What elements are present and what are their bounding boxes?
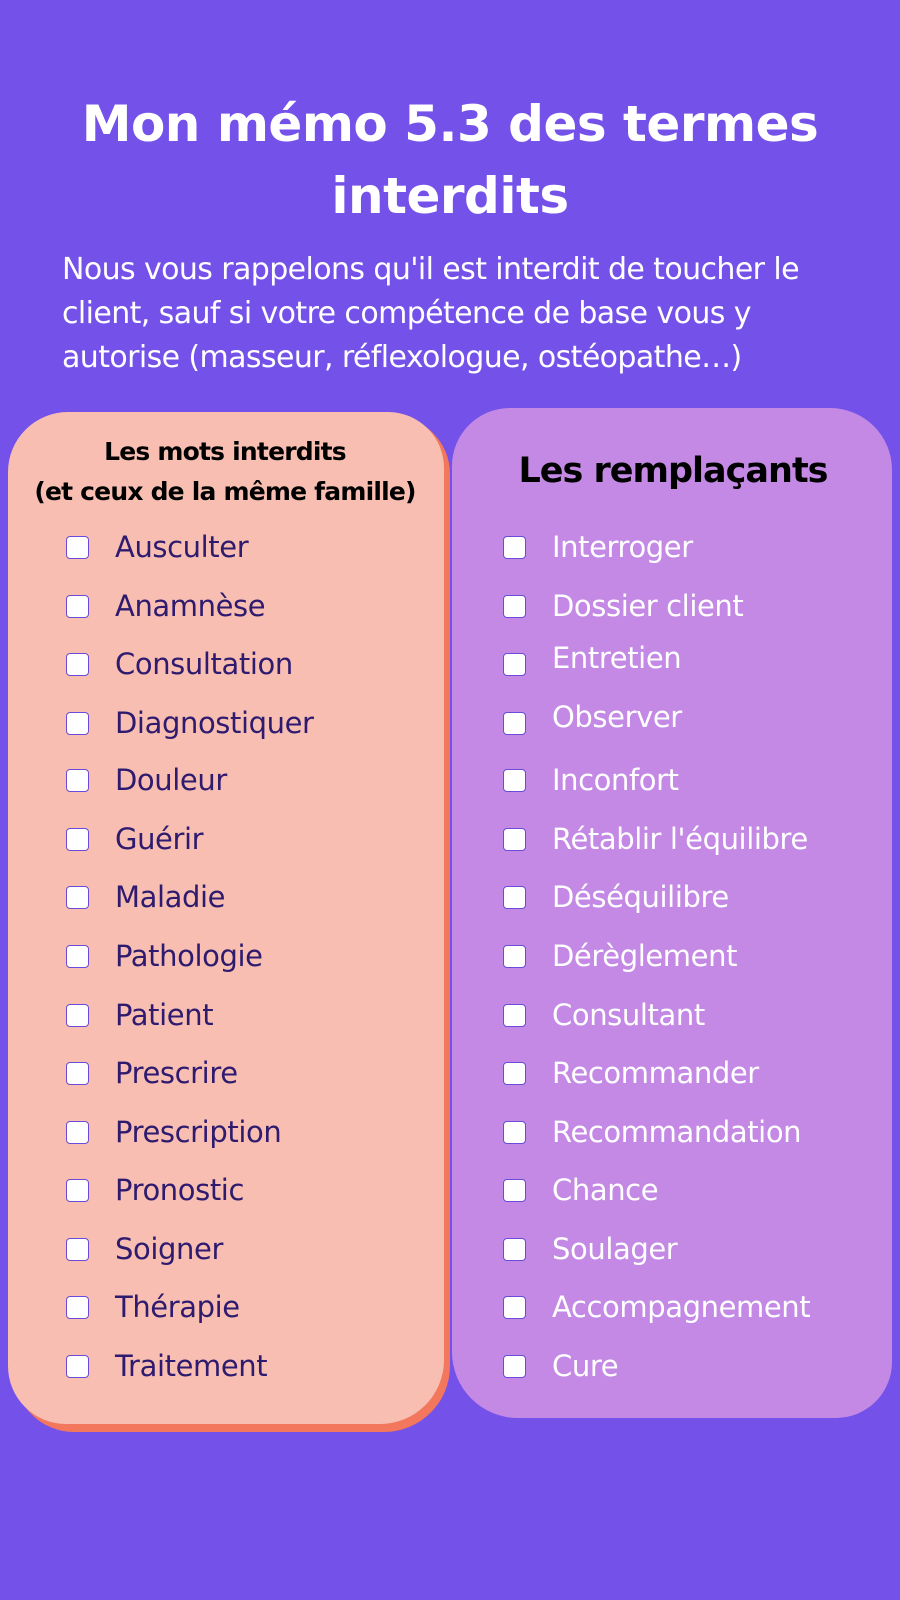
replacement-item <box>503 586 743 626</box>
replacement-item <box>503 641 682 684</box>
checkbox[interactable] <box>66 1238 89 1261</box>
replacement-item-label: Recommander <box>552 1056 759 1090</box>
checkbox[interactable] <box>66 828 89 851</box>
replacement-item-label: Observer <box>552 700 682 734</box>
forbidden-item <box>66 877 225 917</box>
replacement-item-label: Dérèglement <box>552 939 738 973</box>
forbidden-item <box>66 527 248 567</box>
forbidden-item-label: Diagnostiquer <box>115 706 314 740</box>
checkbox[interactable] <box>66 769 89 792</box>
checkbox[interactable] <box>66 945 89 968</box>
checkbox[interactable] <box>503 595 526 618</box>
forbidden-item <box>66 819 203 859</box>
checkbox[interactable] <box>66 712 89 735</box>
forbidden-item-label: Prescrire <box>115 1056 238 1090</box>
forbidden-item-label: Anamnèse <box>115 589 266 623</box>
forbidden-item-label: Douleur <box>115 763 227 797</box>
checkbox[interactable] <box>503 828 526 851</box>
checkbox[interactable] <box>66 1355 89 1378</box>
forbidden-item-label: Ausculter <box>115 530 249 564</box>
checkbox[interactable] <box>66 1004 89 1027</box>
forbidden-heading <box>12 432 438 512</box>
checkbox[interactable] <box>503 536 526 559</box>
checkbox[interactable] <box>66 1121 89 1144</box>
replacements-heading: Les remplaçants <box>518 451 828 491</box>
forbidden-item <box>66 936 263 976</box>
replacement-item-label: Inconfort <box>552 763 679 797</box>
replacement-item <box>503 1053 759 1093</box>
checkbox[interactable] <box>66 536 89 559</box>
replacement-item <box>503 995 705 1035</box>
checkbox[interactable] <box>503 945 526 968</box>
forbidden-item-label: Prescription <box>115 1115 282 1149</box>
replacement-item <box>503 527 693 567</box>
checkbox[interactable] <box>503 653 526 676</box>
page-title: Mon mémo 5.3 des termes interdits <box>81 95 819 225</box>
forbidden-item-label: Maladie <box>115 880 226 914</box>
forbidden-item <box>66 1229 223 1269</box>
checkbox[interactable] <box>66 653 89 676</box>
replacement-item <box>503 700 682 743</box>
checkbox[interactable] <box>66 1179 89 1202</box>
replacement-item-label: Recommandation <box>552 1115 802 1149</box>
forbidden-item <box>66 1170 244 1210</box>
replacement-item-label: Déséquilibre <box>552 880 729 914</box>
forbidden-item <box>66 995 213 1035</box>
replacement-item <box>503 936 737 976</box>
forbidden-item <box>66 1346 267 1386</box>
replacement-item <box>503 877 729 917</box>
checkbox[interactable] <box>503 1296 526 1319</box>
replacement-item <box>503 1287 810 1327</box>
forbidden-item-label: Patient <box>115 998 214 1032</box>
replacement-item <box>503 1229 677 1269</box>
replacement-item <box>503 760 679 800</box>
checkbox[interactable] <box>503 1179 526 1202</box>
checkbox[interactable] <box>66 1296 89 1319</box>
checkbox[interactable] <box>503 1062 526 1085</box>
forbidden-item <box>66 1112 281 1152</box>
replacement-item-label: Interroger <box>552 530 693 564</box>
replacement-item <box>503 1112 801 1152</box>
replacement-item-label: Soulager <box>552 1232 678 1266</box>
forbidden-item-label: Pronostic <box>115 1173 245 1207</box>
replacement-item <box>503 1170 658 1210</box>
replacement-item <box>503 1346 618 1386</box>
forbidden-item <box>66 760 227 800</box>
replacement-item-label: Consultant <box>552 998 705 1032</box>
forbidden-heading-line2: (et ceux de la même famille) <box>34 477 416 506</box>
checkbox[interactable] <box>503 886 526 909</box>
checkbox[interactable] <box>503 769 526 792</box>
forbidden-item-label: Guérir <box>115 822 204 856</box>
checkbox[interactable] <box>503 712 526 735</box>
checkbox[interactable] <box>503 1238 526 1261</box>
checkbox[interactable] <box>503 1004 526 1027</box>
forbidden-item-label: Thérapie <box>115 1290 240 1324</box>
forbidden-item <box>66 644 293 684</box>
checkbox[interactable] <box>66 886 89 909</box>
forbidden-heading-line1: Les mots interdits <box>104 437 346 466</box>
forbidden-item <box>66 586 265 626</box>
replacement-item-label: Accompagnement <box>552 1290 811 1324</box>
forbidden-item-label: Pathologie <box>115 939 263 973</box>
replacement-item-label: Chance <box>552 1173 659 1207</box>
checkbox[interactable] <box>66 595 89 618</box>
replacement-item-label: Rétablir l'équilibre <box>552 822 808 856</box>
forbidden-item-label: Soigner <box>115 1232 223 1266</box>
forbidden-item-label: Consultation <box>115 647 293 681</box>
forbidden-item <box>66 1287 240 1327</box>
forbidden-item-label: Traitement <box>115 1349 268 1383</box>
replacement-item-label: Entretien <box>552 641 682 675</box>
replacement-item-label: Dossier client <box>552 589 744 623</box>
checkbox[interactable] <box>503 1355 526 1378</box>
replacement-item-label: Cure <box>552 1349 619 1383</box>
forbidden-item <box>66 1053 238 1093</box>
checkbox[interactable] <box>503 1121 526 1144</box>
intro-text: Nous vous rappelons qu'il est interdit de toucher le client, sauf si votre compétence de base vous y autorise (masseur, réflexologue, ostéopathe…) <box>62 252 799 375</box>
forbidden-item <box>66 703 314 743</box>
checkbox[interactable] <box>66 1062 89 1085</box>
replacement-item <box>503 819 808 859</box>
